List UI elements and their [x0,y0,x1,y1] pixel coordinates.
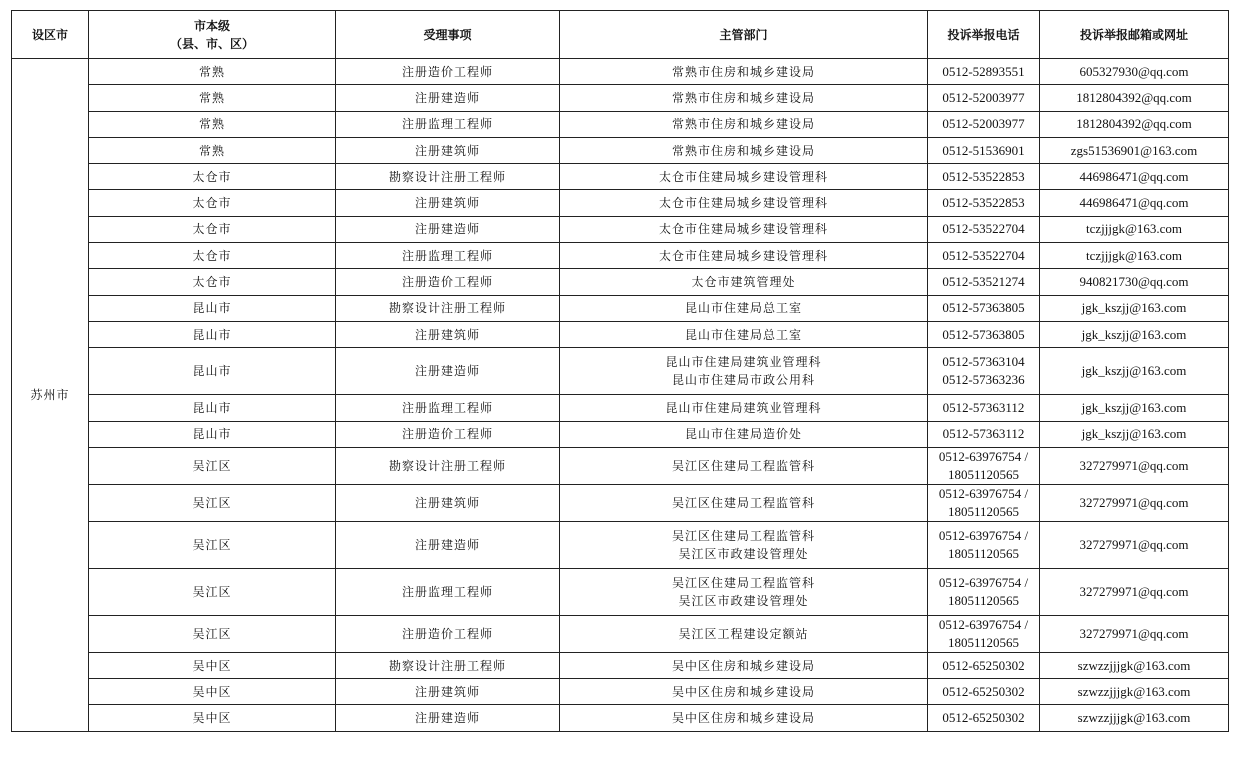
cell-dept-line: 常熟市住房和城乡建设局 [671,90,815,105]
header-phone: 投诉举报电话 [928,11,1040,59]
cell-dept-line: 昆山市住建局建筑业管理科 [665,355,822,370]
cell-phone [928,652,1040,678]
cell-phone-line: 0512-63976754 / [938,574,1029,590]
table-row [12,615,1229,652]
cell-dept [560,164,928,190]
cell-contact: 1812804392@qq.com [1040,85,1229,111]
cell-item: 注册监理工程师 [336,111,560,137]
table-row [12,321,1229,347]
header-city: 设区市 [12,11,89,59]
cell-dept-line: 太仓市建筑管理处 [691,275,796,290]
header-county-line1: 市本级 [193,18,230,33]
cell-phone [928,447,1040,484]
cell-phone-line: 0512-65250302 [942,657,1025,673]
cell-item: 注册建造师 [336,85,560,111]
cell-dept [560,705,928,731]
cell-phone-line: 0512-52003977 [942,89,1025,105]
cell-dept [560,269,928,295]
cell-phone [928,111,1040,137]
cell-phone-line: 0512-57363805 [942,326,1025,342]
cell-contact: jgk_kszjj@163.com [1040,348,1229,395]
cell-phone-line: 18051120565 [947,503,1020,519]
cell-county: 吴江区 [89,521,336,568]
cell-dept-line: 昆山市住建局建筑业管理科 [665,400,822,415]
cell-dept [560,321,928,347]
cell-item: 勘察设计注册工程师 [336,447,560,484]
cell-item: 注册监理工程师 [336,395,560,421]
cell-phone-line: 0512-57363104 [942,354,1025,370]
cell-item: 勘察设计注册工程师 [336,652,560,678]
cell-dept-line: 昆山市住建局市政公用科 [671,373,815,388]
cell-county: 太仓市 [89,269,336,295]
cell-dept [560,679,928,705]
cell-item: 注册造价工程师 [336,421,560,447]
cell-contact: tczjjjgk@163.com [1040,243,1229,269]
cell-dept-line: 吴江区住建局工程监管科 [671,575,815,590]
cell-dept-line: 吴中区住房和城乡建设局 [671,711,815,726]
table-row [12,484,1229,521]
cell-dept-line: 吴江区住建局工程监管科 [671,495,815,510]
table-row [12,679,1229,705]
table-row [12,216,1229,242]
cell-contact: jgk_kszjj@163.com [1040,421,1229,447]
cell-phone [928,164,1040,190]
header-contact: 投诉举报邮箱或网址 [1040,11,1229,59]
cell-phone [928,216,1040,242]
cell-dept-line: 昆山市住建局总工室 [684,327,802,342]
cell-phone-line: 0512-65250302 [942,710,1025,726]
cell-county: 吴江区 [89,568,336,615]
cell-dept [560,484,928,521]
cell-dept-line: 吴江区市政建设管理处 [678,593,809,608]
cell-dept [560,652,928,678]
cell-dept [560,111,928,137]
cell-county: 昆山市 [89,295,336,321]
cell-dept-line: 太仓市住建局城乡建设管理科 [658,196,828,211]
cell-dept-line: 常熟市住房和城乡建设局 [671,64,815,79]
table-row [12,164,1229,190]
cell-item: 勘察设计注册工程师 [336,295,560,321]
cell-item: 注册建筑师 [336,190,560,216]
cell-phone [928,137,1040,163]
cell-dept [560,295,928,321]
cell-county: 吴中区 [89,679,336,705]
cell-county: 太仓市 [89,216,336,242]
cell-contact: 605327930@qq.com [1040,59,1229,85]
cell-phone-line: 0512-51536901 [942,142,1025,158]
cell-item: 注册建筑师 [336,679,560,705]
cell-county: 常熟 [89,59,336,85]
cell-phone-line: 0512-57363236 [942,372,1025,388]
cell-contact: 446986471@qq.com [1040,190,1229,216]
cell-item: 勘察设计注册工程师 [336,164,560,190]
cell-contact: jgk_kszjj@163.com [1040,321,1229,347]
table-row [12,395,1229,421]
table-row [12,85,1229,111]
cell-phone [928,59,1040,85]
cell-phone [928,395,1040,421]
cell-dept [560,85,928,111]
header-dept: 主管部门 [560,11,928,59]
cell-county: 昆山市 [89,395,336,421]
cell-dept [560,190,928,216]
cell-county: 太仓市 [89,190,336,216]
table-row [12,447,1229,484]
table-row [12,568,1229,615]
cell-dept-line: 吴中区住房和城乡建设局 [671,658,815,673]
table-row [12,521,1229,568]
cell-contact: 327279971@qq.com [1040,615,1229,652]
cell-phone [928,348,1040,395]
cell-phone [928,484,1040,521]
cell-phone [928,295,1040,321]
cell-phone-line: 18051120565 [947,466,1020,482]
cell-phone [928,243,1040,269]
cell-item: 注册建筑师 [336,137,560,163]
cell-county: 昆山市 [89,348,336,395]
cell-item: 注册建造师 [336,216,560,242]
cell-dept-line: 常熟市住房和城乡建设局 [671,117,815,132]
cell-county: 吴江区 [89,447,336,484]
cell-phone [928,615,1040,652]
cell-contact: zgs51536901@163.com [1040,137,1229,163]
cell-dept [560,243,928,269]
cell-county: 吴江区 [89,615,336,652]
cell-phone-line: 0512-52003977 [942,116,1025,132]
cell-dept-line: 吴中区住房和城乡建设局 [671,684,815,699]
table-row [12,190,1229,216]
cell-phone-line: 0512-63976754 / [938,527,1029,543]
cell-contact: szwzzjjjgk@163.com [1040,652,1229,678]
cell-phone-line: 0512-53522853 [942,195,1025,211]
cell-item: 注册建造师 [336,521,560,568]
cell-county: 吴中区 [89,705,336,731]
header-item: 受理事项 [336,11,560,59]
cell-dept-line: 太仓市住建局城乡建设管理科 [658,169,828,184]
cell-item: 注册监理工程师 [336,568,560,615]
cell-phone-line: 0512-65250302 [942,683,1025,699]
cell-county: 太仓市 [89,243,336,269]
cell-dept-line: 吴江区工程建设定额站 [678,626,809,641]
cell-contact: 327279971@qq.com [1040,568,1229,615]
cell-item: 注册造价工程师 [336,59,560,85]
cell-phone [928,705,1040,731]
cell-phone-line: 18051120565 [947,634,1020,650]
cell-phone [928,568,1040,615]
cell-dept-line: 太仓市住建局城乡建设管理科 [658,248,828,263]
cell-item: 注册造价工程师 [336,269,560,295]
cell-phone-line: 0512-53522704 [942,221,1025,237]
cell-phone-line: 0512-53522853 [942,168,1025,184]
cell-county: 昆山市 [89,321,336,347]
cell-county: 常熟 [89,137,336,163]
cell-dept [560,395,928,421]
cell-contact: jgk_kszjj@163.com [1040,395,1229,421]
table-header-row [12,11,1229,59]
cell-dept-line: 昆山市住建局造价处 [684,427,802,442]
cell-phone-line: 18051120565 [947,545,1020,561]
cell-phone-line: 0512-52893551 [942,63,1025,79]
cell-county: 吴江区 [89,484,336,521]
cell-phone [928,269,1040,295]
cell-contact: 446986471@qq.com [1040,164,1229,190]
cell-item: 注册造价工程师 [336,615,560,652]
cell-contact: 940821730@qq.com [1040,269,1229,295]
table-row [12,348,1229,395]
table-row [12,111,1229,137]
cell-contact: 327279971@qq.com [1040,484,1229,521]
cell-contact: 1812804392@qq.com [1040,111,1229,137]
header-county-line2: （县、市、区） [169,36,254,51]
table-row [12,705,1229,731]
cell-dept [560,521,928,568]
cell-phone-line: 0512-63976754 / [938,448,1029,464]
cell-dept [560,137,928,163]
cell-dept-line: 吴江区市政建设管理处 [678,546,809,561]
cell-county: 常熟 [89,111,336,137]
cell-county: 常熟 [89,85,336,111]
table-body [12,59,1229,732]
cell-phone [928,85,1040,111]
cell-contact: 327279971@qq.com [1040,521,1229,568]
cell-county: 吴中区 [89,652,336,678]
cell-phone [928,190,1040,216]
cell-dept [560,348,928,395]
header-county [89,11,336,59]
cell-dept [560,447,928,484]
cell-item: 注册建造师 [336,348,560,395]
cell-phone [928,679,1040,705]
cell-phone-line: 0512-57363805 [942,300,1025,316]
table-row [12,421,1229,447]
table-row [12,59,1229,85]
cell-dept-line: 常熟市住房和城乡建设局 [671,143,815,158]
table-row [12,295,1229,321]
cell-contact: 327279971@qq.com [1040,447,1229,484]
cell-contact: tczjjjgk@163.com [1040,216,1229,242]
table-row [12,269,1229,295]
cell-contact: szwzzjjjgk@163.com [1040,679,1229,705]
table-row [12,137,1229,163]
cell-phone-line: 0512-57363112 [942,399,1025,415]
cell-phone [928,421,1040,447]
cell-phone-line: 0512-63976754 / [938,616,1029,632]
table-row [12,652,1229,678]
cell-dept [560,59,928,85]
cell-item: 注册建筑师 [336,321,560,347]
cell-item: 注册建筑师 [336,484,560,521]
cell-phone [928,321,1040,347]
cell-dept [560,216,928,242]
cell-phone [928,521,1040,568]
cell-county: 太仓市 [89,164,336,190]
cell-contact: jgk_kszjj@163.com [1040,295,1229,321]
cell-phone-line: 0512-53522704 [942,247,1025,263]
table-row [12,243,1229,269]
cell-item: 注册监理工程师 [336,243,560,269]
cell-phone-line: 0512-63976754 / [938,485,1029,501]
cell-phone-line: 0512-53521274 [942,274,1025,290]
cell-dept [560,568,928,615]
complaint-contact-table [11,10,1229,732]
cell-dept-line: 吴江区住建局工程监管科 [671,458,815,473]
cell-contact: szwzzjjjgk@163.com [1040,705,1229,731]
cell-dept-line: 太仓市住建局城乡建设管理科 [658,222,828,237]
cell-dept [560,615,928,652]
cell-item: 注册建造师 [336,705,560,731]
cell-dept-line: 昆山市住建局总工室 [684,301,802,316]
cell-dept [560,421,928,447]
cell-phone-line: 18051120565 [947,592,1020,608]
cell-city: 苏州市 [12,59,89,732]
cell-county: 昆山市 [89,421,336,447]
cell-phone-line: 0512-57363112 [942,426,1025,442]
cell-dept-line: 吴江区住建局工程监管科 [671,528,815,543]
